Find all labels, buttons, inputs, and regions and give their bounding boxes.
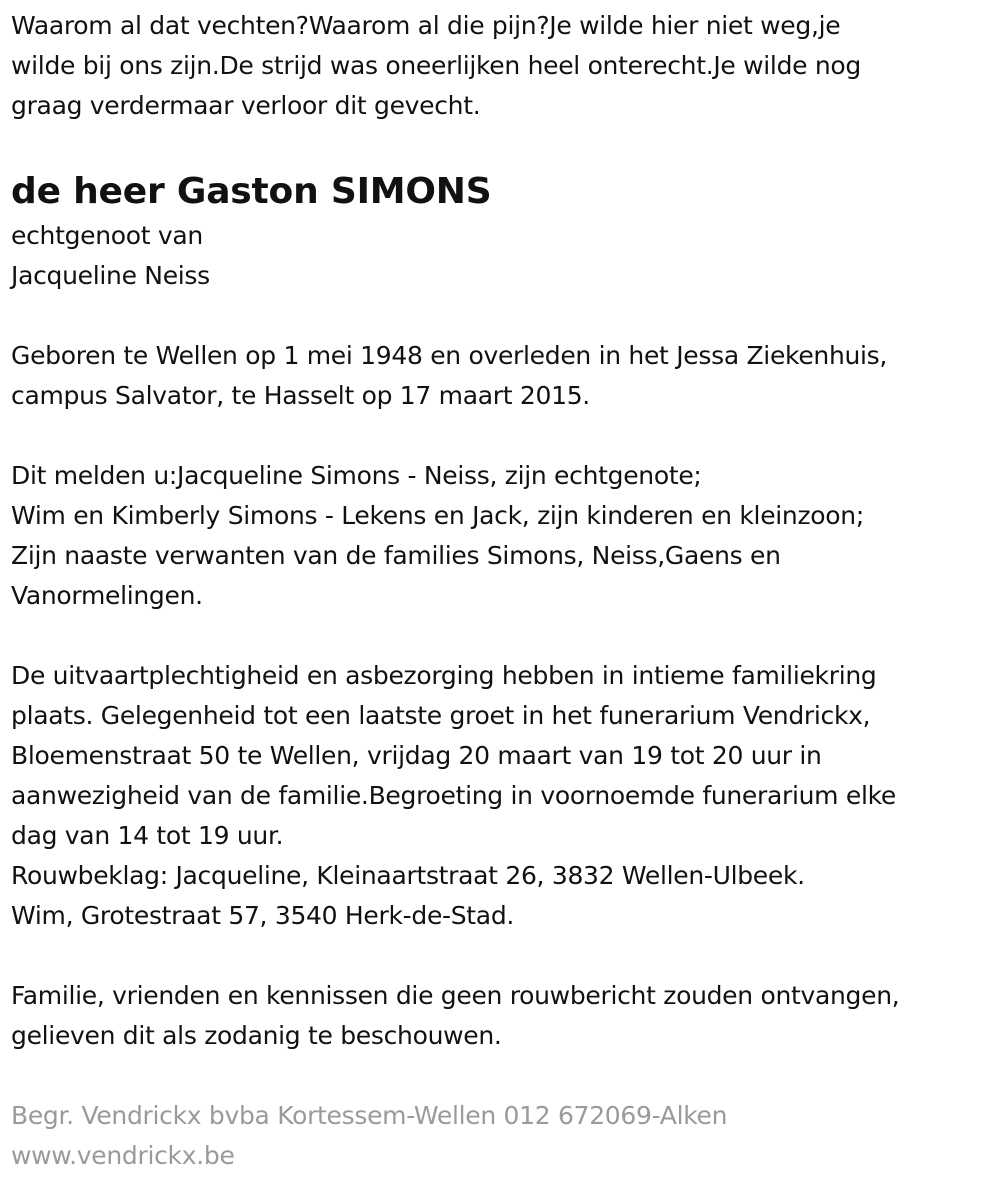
undertaker-info: Begr. Vendrickx bvba Kortessem-Wellen 012 672069-Alken (11, 1101, 728, 1130)
deceased-name: de heer Gaston SIMONS (11, 171, 492, 212)
paragraph-line: Familie, vrienden en kennissen die geen rouwbericht zouden ontvangen, (11, 981, 900, 1010)
paragraph-line: Dit melden u:Jacqueline Simons - Neiss, zijn echtgenote; (11, 461, 702, 490)
undertaker-website: www.vendrickx.be (11, 1141, 235, 1170)
undertaker-footer (11, 1096, 991, 1176)
paragraph-line: Geboren te Wellen op 1 mei 1948 en overleden in het Jessa Ziekenhuis, (11, 341, 888, 370)
obituary-notice (11, 0, 991, 1176)
motto-line: wilde bij ons zijn.De strijd was oneerlijken heel onterecht.Je wilde nog (11, 51, 861, 80)
paragraph-line: campus Salvator, te Hasselt op 17 maart 2015. (11, 381, 590, 410)
ceremony-paragraph (11, 656, 991, 936)
spouse-name: Jacqueline Neiss (11, 261, 210, 290)
paragraph-line: Wim en Kimberly Simons - Lekens en Jack, zijn kinderen en kleinzoon; (11, 501, 864, 530)
paragraph-line: Vanormelingen. (11, 581, 203, 610)
condolence-address-line: Wim, Grotestraat 57, 3540 Herk-de-Stad. (11, 901, 515, 930)
motto-line: graag verdermaar verloor dit gevecht. (11, 91, 481, 120)
paragraph-line: Zijn naaste verwanten van de families Simons, Neiss,Gaens en (11, 541, 781, 570)
paragraph-line: plaats. Gelegenheid tot een laatste groet in het funerarium Vendrickx, (11, 701, 871, 730)
paragraph-line: De uitvaartplechtigheid en asbezorging hebben in intieme familiekring (11, 661, 877, 690)
paragraph-line: aanwezigheid van de familie.Begroeting in voornoemde funerarium elke (11, 781, 896, 810)
paragraph-line: gelieven dit als zodanig te beschouwen. (11, 1021, 502, 1050)
condolence-address-line: Rouwbeklag: Jacqueline, Kleinaartstraat 26, 3832 Wellen-Ulbeek. (11, 861, 805, 890)
paragraph-line: Bloemenstraat 50 te Wellen, vrijdag 20 maart van 19 tot 20 uur in (11, 741, 822, 770)
closing-paragraph (11, 976, 991, 1056)
motto-poem (11, 6, 991, 126)
motto-line: Waarom al dat vechten?Waarom al die pijn?Je wilde hier niet weg,je (11, 11, 841, 40)
announcers-paragraph (11, 456, 991, 616)
birth-death-paragraph (11, 336, 991, 416)
paragraph-line: dag van 14 tot 19 uur. (11, 821, 284, 850)
relation-label: echtgenoot van (11, 221, 203, 250)
